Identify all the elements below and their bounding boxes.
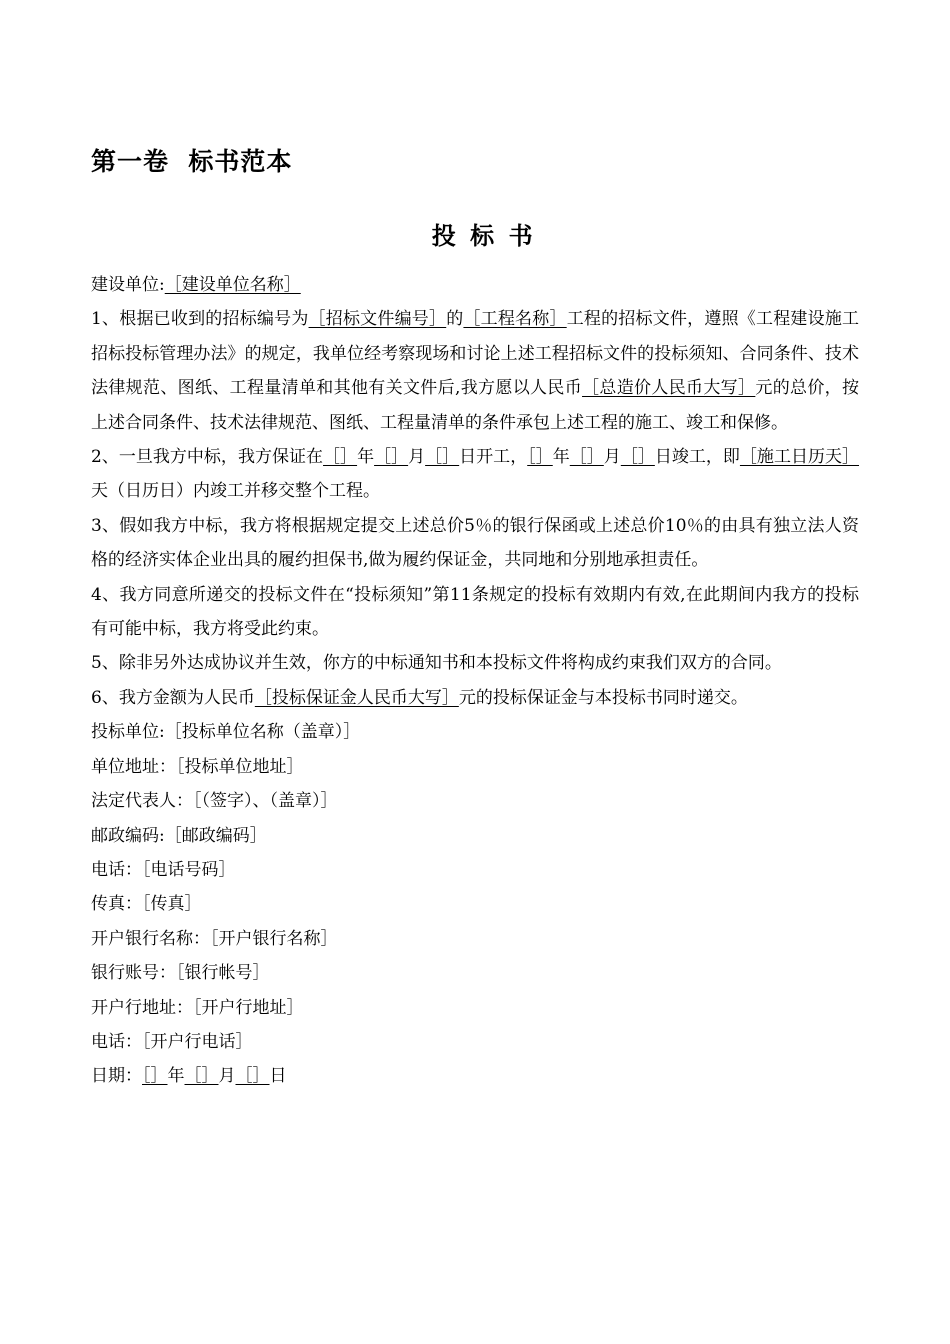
start-year-unit: 年 bbox=[357, 447, 375, 468]
clause-2-text-b: 日开工， bbox=[459, 447, 528, 468]
clause-2-text-a: 2、一旦我方中标，我方保证在 bbox=[91, 447, 324, 468]
end-day-field: ［］ bbox=[620, 447, 655, 468]
document-title: 投标书 bbox=[431, 222, 547, 250]
start-day-field: ［］ bbox=[425, 447, 460, 468]
bank-name-line: 开户银行名称：［开户银行名称］ bbox=[91, 928, 338, 949]
date-line bbox=[91, 1059, 859, 1093]
end-month-unit: 月 bbox=[603, 447, 621, 468]
date-year-unit: 年 bbox=[167, 1066, 185, 1087]
clause-1-text-b: 的 bbox=[446, 309, 464, 330]
clause-1-text-a: 1、根据已收到的招标编号为 bbox=[91, 309, 309, 330]
postal-code-line: 邮政编码:［邮政编码］ bbox=[91, 825, 267, 846]
tender-number-field: ［招标文件编号］ bbox=[308, 309, 447, 330]
total-price-field: ［总造价人民币大写］ bbox=[582, 378, 756, 399]
clause-6-text-b: 元的投标保证金与本投标书同时递交。 bbox=[458, 687, 748, 708]
addressee-field: ［建设单位名称］ bbox=[164, 275, 301, 295]
bank-address-line: 开户行地址：［开户行地址］ bbox=[91, 997, 304, 1018]
addressee-label: 建设单位: bbox=[91, 275, 165, 295]
start-year-field: ［］ bbox=[323, 447, 358, 468]
bidder-address-line: 单位地址：［投标单位地址］ bbox=[91, 756, 304, 777]
start-month-field: ［］ bbox=[374, 447, 409, 468]
date-month-unit: 月 bbox=[218, 1066, 236, 1087]
date-day-field: ［］ bbox=[235, 1066, 270, 1087]
clause-6 bbox=[91, 681, 859, 715]
clause-1-text-d: 元的总价，按上述合同条件、技术法律规范、图纸、工程量清单的条件承包上述工程的施工、竣工和保修。 bbox=[91, 378, 860, 433]
phone-line: 电话：［电话号码］ bbox=[91, 859, 236, 880]
clause-2-text-d: 天（日历日）内竣工并移交整个工程。 bbox=[91, 481, 380, 502]
addressee-line bbox=[91, 268, 859, 302]
bank-phone-line: 电话：［开户行电话］ bbox=[91, 1031, 253, 1052]
clause-6-text-a: 6、我方金额为人民币 bbox=[91, 687, 255, 708]
construction-days-field: ［施工日历天］ bbox=[739, 447, 860, 468]
clause-1-text-c: 工程的招标文件，遵照《工程建设施工招标投标管理办法》的规定，我单位经考察现场和讨论上述工程招标文件的投标须知、合同条件、技术法律规范、图纸、工程量清单和其他有关文件后,我方愿以人民币 bbox=[91, 309, 860, 399]
end-month-field: ［］ bbox=[569, 447, 604, 468]
start-month-unit: 月 bbox=[408, 447, 426, 468]
bidder-name-line: 投标单位:［投标单位名称（盖章）］ bbox=[91, 722, 361, 743]
legal-representative-line: 法定代表人：［（签字）、（盖章）］ bbox=[91, 791, 338, 812]
date-label: 日期： bbox=[91, 1066, 142, 1087]
clause-2 bbox=[91, 440, 859, 509]
clause-2-text-c: 日竣工，即 bbox=[654, 447, 740, 468]
project-name-field: ［工程名称］ bbox=[463, 309, 567, 330]
end-year-unit: 年 bbox=[552, 447, 570, 468]
bank-account-line: 银行账号：［银行帐号］ bbox=[91, 963, 270, 984]
fax-line: 传真：［传真］ bbox=[91, 894, 202, 915]
date-year-field: ［］ bbox=[142, 1066, 168, 1087]
document-body bbox=[91, 268, 859, 1094]
date-day-unit: 日 bbox=[269, 1066, 287, 1087]
bid-bond-field: ［投标保证金人民币大写］ bbox=[254, 687, 459, 708]
end-year-field: ［］ bbox=[527, 447, 553, 468]
clause-1 bbox=[91, 302, 859, 440]
clause-3: 3、假如我方中标，我方将根据规定提交上述总价5％的银行保函或上述总价10％的由具有独立法人资格的经济实体企业出具的履约担保书,做为履约保证金，共同地和分别地承担责任。 bbox=[91, 515, 859, 571]
clause-4: 4、我方同意所递交的投标文件在“投标须知”第11条规定的投标有效期内有效,在此期间内我方的投标有可能中标，我方将受此约束。 bbox=[91, 584, 859, 640]
date-month-field: ［］ bbox=[184, 1066, 219, 1087]
clause-5: 5、除非另外达成协议并生效，你方的中标通知书和本投标文件将构成约束我们双方的合同。 bbox=[91, 653, 782, 674]
volume-title: 第一卷 标书范本 bbox=[91, 147, 293, 176]
